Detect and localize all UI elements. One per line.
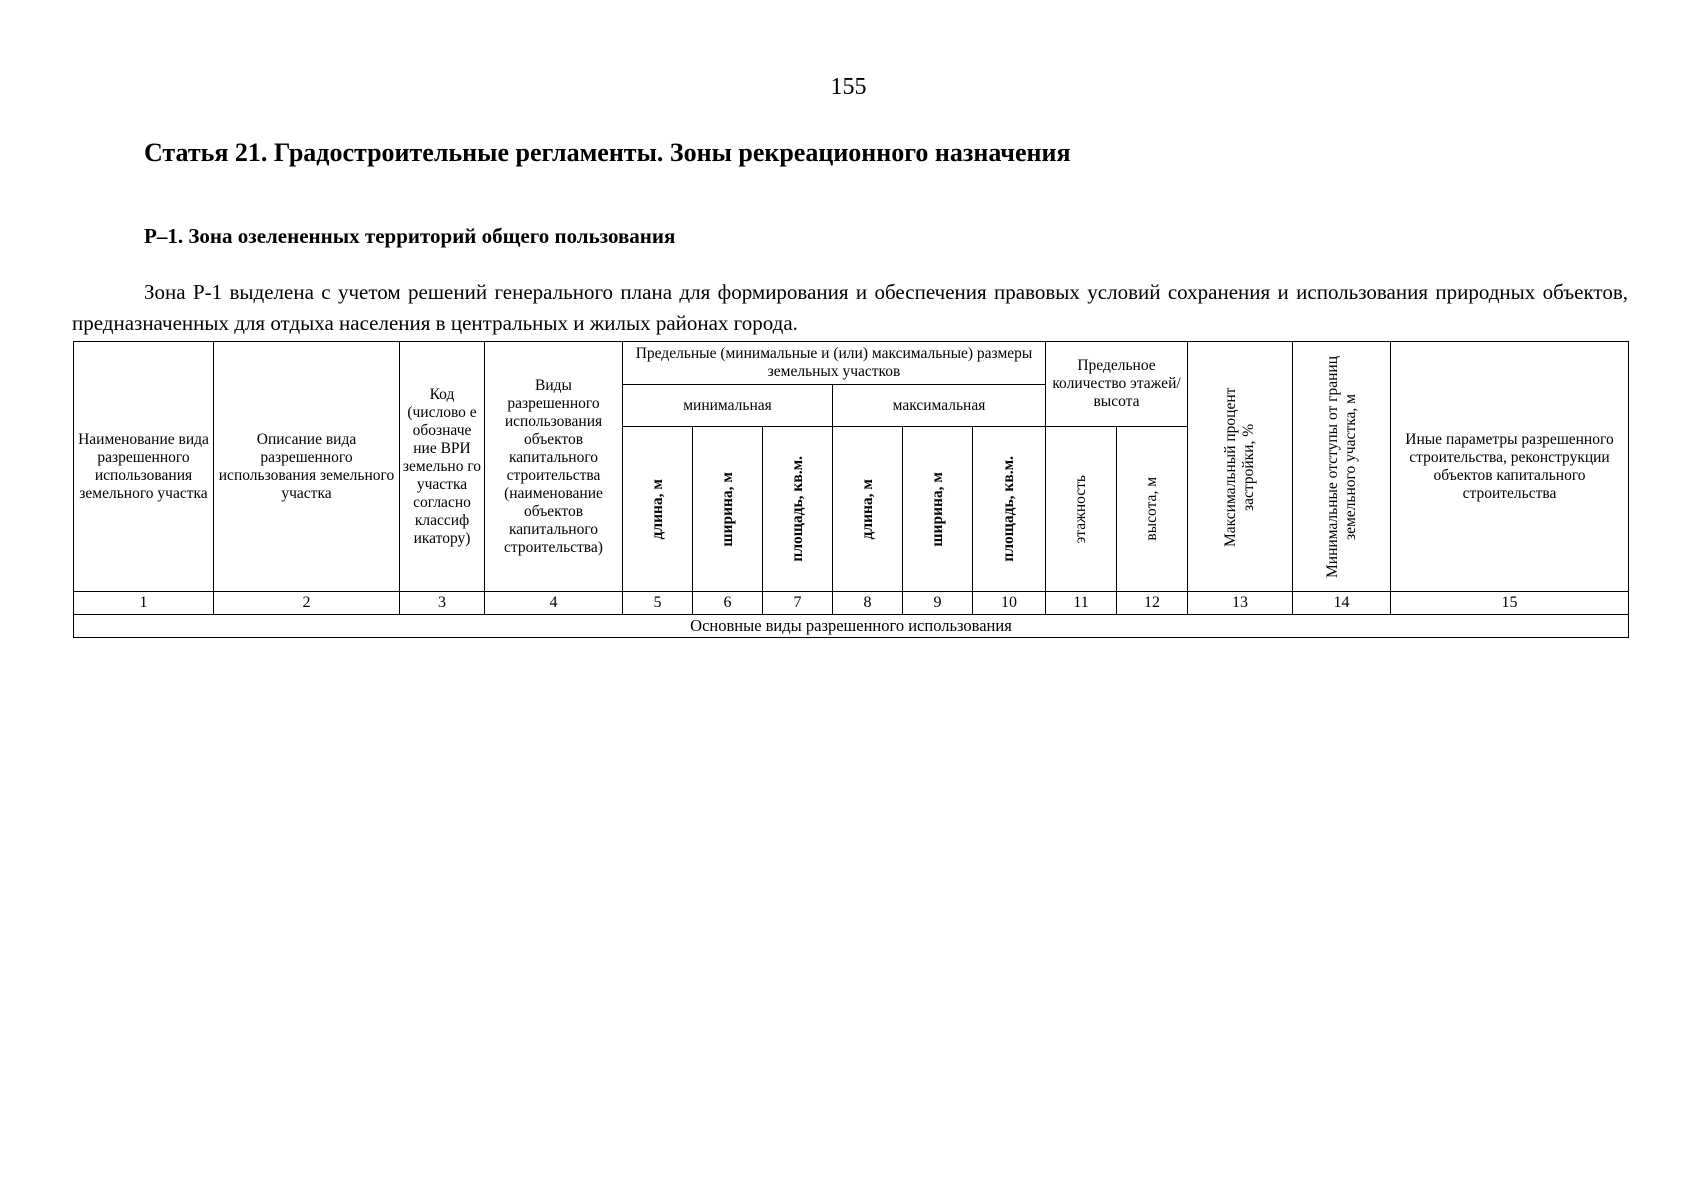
header-other-params: Иные параметры разрешенного строительства, реконструкции объектов капитального строительства bbox=[1391, 342, 1629, 592]
column-number: 14 bbox=[1293, 592, 1391, 615]
header-min-width-text: ширина, м bbox=[718, 471, 736, 547]
header-min-length bbox=[623, 427, 693, 592]
header-max-area bbox=[973, 427, 1046, 592]
column-number: 11 bbox=[1046, 592, 1117, 615]
header-min-area-text: площадь, кв.м. bbox=[788, 456, 806, 562]
header-min-setbacks-text: Минимальные отступы от границ земельного участка, м bbox=[1323, 355, 1359, 578]
header-min-width bbox=[693, 427, 763, 592]
header-min-length-text: длина, м bbox=[648, 478, 666, 540]
header-max-width bbox=[903, 427, 973, 592]
column-number: 4 bbox=[485, 592, 623, 615]
header-floors-height: Предельное количество этажей/ высота bbox=[1046, 342, 1188, 427]
header-max-length bbox=[833, 427, 903, 592]
section-title: Основные виды разрешенного использования bbox=[74, 615, 1629, 638]
column-number: 15 bbox=[1391, 592, 1629, 615]
column-number: 12 bbox=[1117, 592, 1188, 615]
column-numbers-row bbox=[74, 592, 1629, 615]
regulations-table bbox=[73, 341, 1629, 638]
column-number: 9 bbox=[903, 592, 973, 615]
header-vri-name: Наименование вида разрешенного использования земельного участка bbox=[74, 342, 214, 592]
zone-title: Р–1. Зона озелененных территорий общего пользования bbox=[144, 224, 676, 248]
column-number: 8 bbox=[833, 592, 903, 615]
header-oks-types: Виды разрешенного использования объектов капитального строительства (наименование объектов капитального строительства) bbox=[485, 342, 623, 592]
header-max-coverage-text: Максимальный процент застройки, % bbox=[1222, 386, 1257, 547]
header-min-group: минимальная bbox=[623, 385, 833, 427]
header-floors bbox=[1046, 427, 1117, 592]
page-number: 155 bbox=[830, 74, 867, 100]
header-height bbox=[1117, 427, 1188, 592]
header-height-text: высота, м bbox=[1143, 477, 1160, 541]
header-floors-text: этажность bbox=[1072, 474, 1089, 544]
header-max-area-text: площадь, кв.м. bbox=[1000, 456, 1017, 562]
column-number: 1 bbox=[74, 592, 214, 615]
column-number: 6 bbox=[693, 592, 763, 615]
header-max-coverage bbox=[1188, 342, 1293, 592]
column-number: 5 bbox=[623, 592, 693, 615]
header-vri-description: Описание вида разрешенного использования земельного участка bbox=[214, 342, 400, 592]
column-number: 3 bbox=[400, 592, 485, 615]
column-number: 13 bbox=[1188, 592, 1293, 615]
header-min-area bbox=[763, 427, 833, 592]
header-max-width-text: ширина, м bbox=[928, 471, 946, 547]
column-number: 2 bbox=[214, 592, 400, 615]
column-number: 10 bbox=[973, 592, 1046, 615]
zone-description: Зона Р-1 выделена с учетом решений генерального плана для формирования и обеспечения правовых условий сохранения и использования природных объектов, предназначенных для отдыха населения в центральных и жилых районах города. bbox=[72, 280, 1628, 335]
header-max-group: максимальная bbox=[833, 385, 1046, 427]
section-row bbox=[74, 615, 1629, 638]
article-title: Статья 21. Градостроительные регламенты. Зоны рекреационного назначения bbox=[144, 138, 1071, 167]
header-plot-size-limits: Предельные (минимальные и (или) максимальные) размеры земельных участков bbox=[623, 342, 1046, 385]
header-max-length-text: длина, м bbox=[858, 478, 876, 540]
column-number: 7 bbox=[763, 592, 833, 615]
header-vri-code: Код (числово е обозначе ние ВРИ земельно го участка согласно классиф икатору) bbox=[400, 342, 485, 592]
header-min-setbacks bbox=[1293, 342, 1391, 592]
